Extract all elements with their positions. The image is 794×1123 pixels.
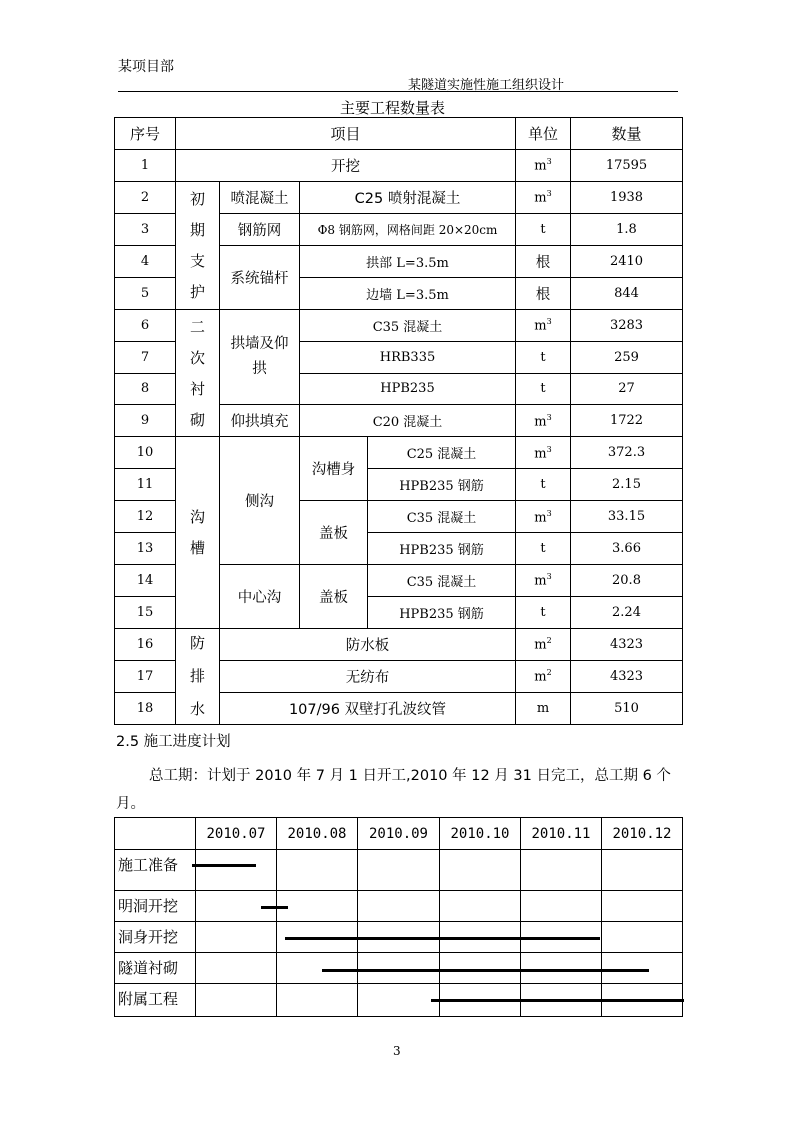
- row-item: 边墙 L=3.5m: [300, 277, 516, 309]
- header-unit: 单位: [516, 118, 571, 150]
- gantt-month: 2010.10: [440, 818, 521, 850]
- gantt-month: 2010.07: [196, 818, 277, 850]
- sub-cover-plate: 盖板: [300, 501, 368, 565]
- gantt-month: 2010.08: [277, 818, 358, 850]
- header-item: 项目: [176, 118, 516, 150]
- row-unit: [516, 501, 571, 533]
- group-char: 次: [189, 349, 205, 367]
- unit-sup: 3: [546, 412, 552, 422]
- row-no: 17: [115, 660, 176, 692]
- row-item: C20 混凝土: [300, 405, 516, 437]
- sub-shotcrete: 喷混凝土: [220, 181, 300, 213]
- unit-base: m: [534, 414, 547, 430]
- header-qty: 数量: [571, 118, 683, 150]
- table-row: [115, 309, 683, 341]
- row-no: 1: [115, 149, 176, 181]
- row-no: 18: [115, 692, 176, 724]
- row-unit: [516, 277, 571, 309]
- group-char: 沟: [189, 507, 205, 526]
- group-char: 期: [189, 221, 205, 240]
- row-no: 7: [115, 341, 176, 373]
- row-qty: 2.15: [571, 469, 683, 501]
- section-title: 2.5 施工进度计划: [116, 734, 231, 750]
- row-no: 8: [115, 373, 176, 405]
- row-item: HRB335: [300, 341, 516, 373]
- row-item: HPB235 钢筋: [368, 597, 516, 629]
- gantt-row: [115, 891, 683, 922]
- row-qty: 2410: [571, 245, 683, 277]
- row-item: 无纺布: [220, 660, 516, 692]
- unit-base: m: [534, 509, 547, 525]
- row-qty: 510: [571, 692, 683, 724]
- gantt-task-label: 施工准备: [115, 850, 196, 891]
- unit-sup: 3: [546, 157, 552, 167]
- unit-sup: 3: [546, 316, 552, 326]
- table-row: [115, 629, 683, 661]
- gantt-bar: [261, 906, 288, 909]
- header-rule: [118, 91, 678, 92]
- row-no: 14: [115, 565, 176, 597]
- unit-base: m: [534, 637, 547, 653]
- unit-sup: 2: [546, 668, 552, 678]
- header-document-title: 某隧道实施性施工组织设计: [408, 78, 565, 93]
- unit-sup: 3: [546, 444, 552, 454]
- unit-base: m: [534, 573, 547, 589]
- unit-base: t: [540, 605, 546, 621]
- group-char: 水: [189, 699, 205, 718]
- table-title: 主要工程数量表: [340, 99, 446, 117]
- header-no: 序号: [115, 118, 176, 150]
- group-char: 支: [189, 252, 205, 271]
- unit-base: m: [534, 318, 547, 334]
- row-unit: [516, 533, 571, 565]
- row-no: 15: [115, 597, 176, 629]
- table-row: [115, 149, 683, 181]
- unit-base: 根: [535, 254, 551, 271]
- row-qty: 17595: [571, 149, 683, 181]
- row-unit: [516, 629, 571, 661]
- row-qty: 1722: [571, 405, 683, 437]
- row-unit: [516, 309, 571, 341]
- gantt-bar: [322, 969, 649, 972]
- sub-rock-bolt: 系统锚杆: [220, 245, 300, 309]
- unit-sup: 3: [546, 189, 552, 199]
- row-item: C25 混凝土: [368, 437, 516, 469]
- row-unit: [516, 437, 571, 469]
- group-char: 砌: [189, 411, 205, 429]
- unit-base: m: [534, 190, 547, 206]
- row-qty: 4323: [571, 660, 683, 692]
- row-qty: 844: [571, 277, 683, 309]
- row-unit: [516, 245, 571, 277]
- row-item: 107/96 双壁打孔波纹管: [220, 692, 516, 724]
- unit-base: t: [540, 381, 546, 397]
- group-initial-support: [176, 181, 220, 309]
- row-no: 13: [115, 533, 176, 565]
- unit-base: m: [536, 700, 550, 716]
- gantt-task-label: 洞身开挖: [115, 922, 196, 953]
- unit-base: t: [540, 541, 546, 557]
- row-qty: 1.8: [571, 213, 683, 245]
- row-qty: 1938: [571, 181, 683, 213]
- row-item: C35 混凝土: [368, 501, 516, 533]
- sub-trench-body: 沟槽身: [300, 437, 368, 501]
- group-char: 初: [189, 190, 205, 209]
- row-no: 6: [115, 309, 176, 341]
- row-item: C25 喷射混凝土: [300, 181, 516, 213]
- table-row: [115, 181, 683, 213]
- row-item: HPB235 钢筋: [368, 469, 516, 501]
- unit-base: t: [540, 221, 546, 237]
- gantt-month: 2010.11: [521, 818, 602, 850]
- gantt-task-label: 附属工程: [115, 984, 196, 1017]
- group-trench: [176, 437, 220, 629]
- row-qty: 27: [571, 373, 683, 405]
- row-unit: [516, 213, 571, 245]
- row-unit: [516, 597, 571, 629]
- row-item: HPB235: [300, 373, 516, 405]
- row-unit: [516, 469, 571, 501]
- row-no: 12: [115, 501, 176, 533]
- row-item: 开挖: [176, 149, 516, 181]
- group-char: 护: [189, 283, 205, 302]
- group-secondary-lining: [176, 309, 220, 437]
- row-no: 4: [115, 245, 176, 277]
- group-char: 排: [189, 666, 205, 685]
- row-qty: 2.24: [571, 597, 683, 629]
- gantt-bar: [431, 999, 684, 1002]
- group-char: 二: [189, 318, 205, 336]
- unit-base: 根: [535, 286, 551, 303]
- row-item: Φ8 钢筋网，网格间距 20×20cm: [300, 213, 516, 245]
- row-no: 10: [115, 437, 176, 469]
- unit-sup: 3: [546, 572, 552, 582]
- gantt-task-label: 明洞开挖: [115, 891, 196, 922]
- sub-arch-wall: 拱墙及仰拱: [220, 309, 300, 405]
- row-item: 防水板: [220, 629, 516, 661]
- group-char: 衬: [189, 380, 205, 398]
- gantt-corner: [115, 818, 196, 850]
- row-unit: [516, 181, 571, 213]
- row-no: 11: [115, 469, 176, 501]
- table-row: [115, 437, 683, 469]
- unit-base: t: [540, 477, 546, 493]
- sub-center-ditch: 中心沟: [220, 565, 300, 629]
- sub-cover-plate: 盖板: [300, 565, 368, 629]
- group-waterproof-drainage: [176, 629, 220, 725]
- gantt-month: 2010.12: [602, 818, 683, 850]
- row-qty: 3283: [571, 309, 683, 341]
- row-qty: 259: [571, 341, 683, 373]
- group-char: 防: [189, 633, 205, 652]
- page-number: 3: [393, 1044, 401, 1058]
- row-unit: [516, 341, 571, 373]
- row-qty: 3.66: [571, 533, 683, 565]
- group-char: 槽: [189, 538, 205, 557]
- row-qty: 20.8: [571, 565, 683, 597]
- row-unit: [516, 405, 571, 437]
- row-unit: [516, 692, 571, 724]
- row-qty: 33.15: [571, 501, 683, 533]
- row-item: C35 混凝土: [300, 309, 516, 341]
- quantity-table: [114, 117, 683, 725]
- gantt-bar: [192, 864, 256, 867]
- unit-sup: 2: [546, 636, 552, 646]
- row-item: HPB235 钢筋: [368, 533, 516, 565]
- sub-steel-mesh: 钢筋网: [220, 213, 300, 245]
- row-unit: [516, 565, 571, 597]
- row-unit: [516, 373, 571, 405]
- row-no: 5: [115, 277, 176, 309]
- row-item: C35 混凝土: [368, 565, 516, 597]
- row-qty: 372.3: [571, 437, 683, 469]
- header-department: 某项目部: [118, 59, 174, 75]
- row-unit: [516, 660, 571, 692]
- row-unit: [516, 149, 571, 181]
- row-no: 16: [115, 629, 176, 661]
- row-no: 2: [115, 181, 176, 213]
- row-item: 拱部 L=3.5m: [300, 245, 516, 277]
- row-qty: 4323: [571, 629, 683, 661]
- unit-base: m: [534, 669, 547, 685]
- row-no: 3: [115, 213, 176, 245]
- gantt-row: [115, 850, 683, 891]
- schedule-gantt-table: [114, 817, 683, 1017]
- gantt-task-label: 隧道衬砌: [115, 953, 196, 984]
- unit-base: t: [540, 349, 546, 365]
- unit-base: m: [534, 158, 547, 174]
- unit-base: m: [534, 446, 547, 461]
- sub-invert-fill: 仰拱填充: [220, 405, 300, 437]
- gantt-row: [115, 953, 683, 984]
- gantt-bar: [285, 937, 600, 940]
- sub-side-ditch: 侧沟: [220, 437, 300, 565]
- gantt-month: 2010.09: [358, 818, 440, 850]
- schedule-paragraph: 总工期：计划于 2010 年 7 月 1 日开工,2010 年 12 月 31 日完工，总工期 6 个月。: [116, 768, 671, 812]
- row-no: 9: [115, 405, 176, 437]
- unit-sup: 3: [546, 508, 552, 518]
